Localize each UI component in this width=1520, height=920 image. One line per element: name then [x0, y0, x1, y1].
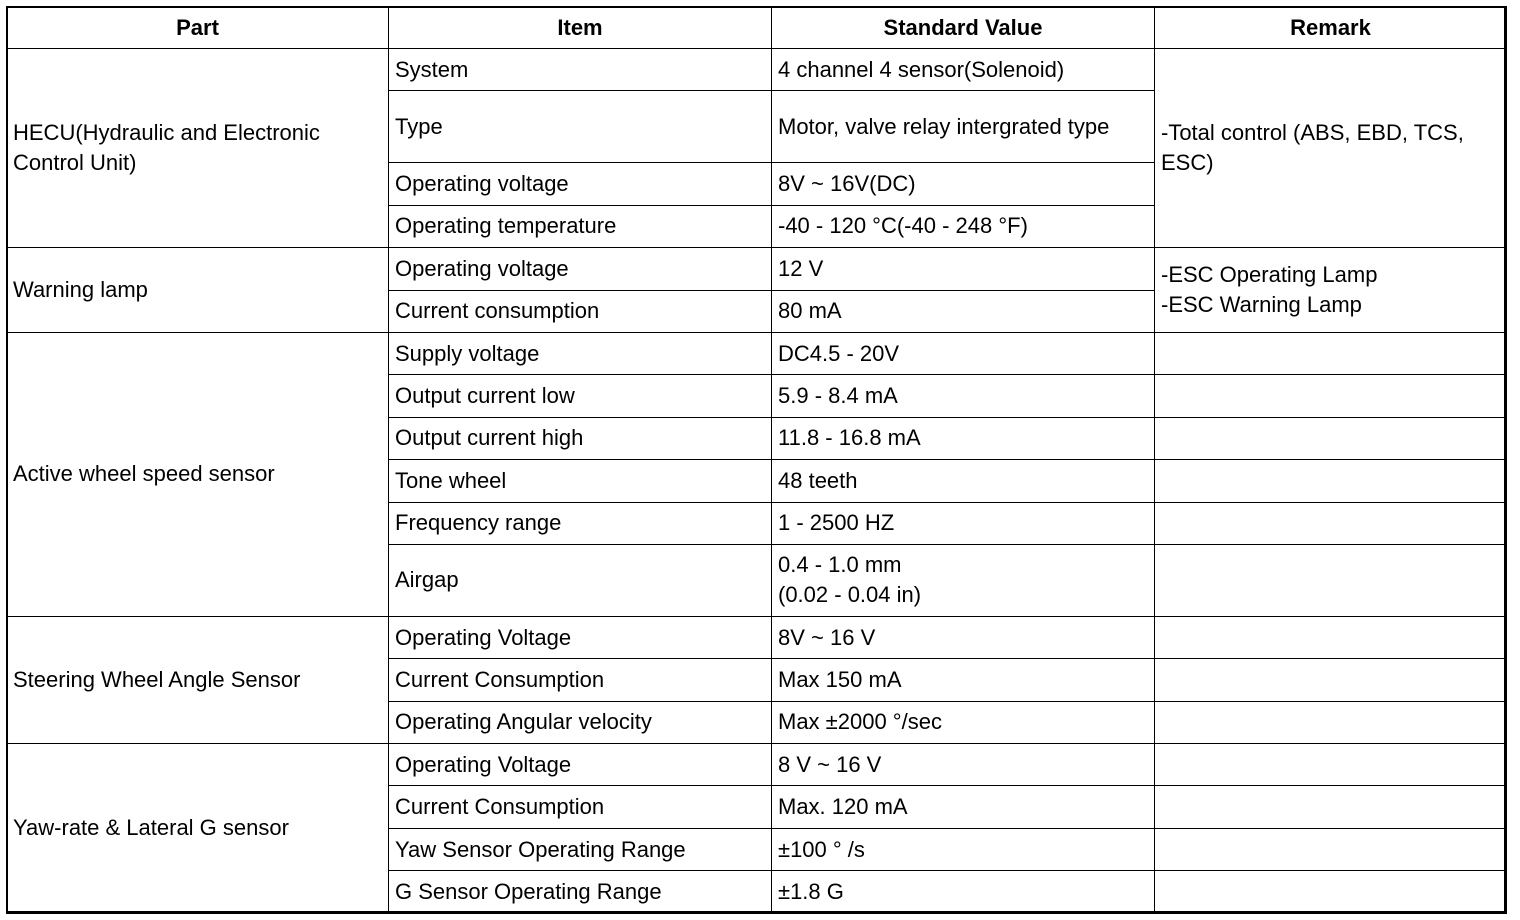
remark-cell	[1155, 616, 1507, 658]
value-cell: 12 V	[772, 248, 1155, 290]
value-cell: Max ±2000 °/sec	[772, 701, 1155, 743]
remark-cell	[1155, 332, 1507, 374]
value-cell: Max. 120 mA	[772, 786, 1155, 828]
value-cell: 11.8 - 16.8 mA	[772, 417, 1155, 459]
remark-cell	[1155, 871, 1507, 913]
remark-line: -ESC Operating Lamp	[1161, 262, 1378, 288]
remark-cell	[1155, 544, 1507, 616]
item-cell: Operating Voltage	[389, 744, 772, 786]
part-wheel-speed-sensor: Active wheel speed sensor	[7, 332, 389, 616]
remark-cell	[1155, 417, 1507, 459]
item-cell: Output current high	[389, 417, 772, 459]
item-cell: System	[389, 49, 772, 91]
value-cell: DC4.5 - 20V	[772, 332, 1155, 374]
table-row	[7, 744, 1507, 786]
table-row	[7, 616, 1507, 658]
part-hecu: HECU(Hydraulic and Electronic Control Unit)	[7, 49, 389, 248]
header-remark: Remark	[1155, 7, 1507, 49]
value-cell: 80 mA	[772, 290, 1155, 332]
item-cell: Yaw Sensor Operating Range	[389, 828, 772, 870]
value-cell: 1 - 2500 HZ	[772, 502, 1155, 544]
remark-line: -ESC Warning Lamp	[1161, 292, 1362, 318]
remark-cell	[1155, 460, 1507, 502]
part-steering-sensor: Steering Wheel Angle Sensor	[7, 616, 389, 743]
remark-cell	[1155, 375, 1507, 417]
value-cell: Max 150 mA	[772, 659, 1155, 701]
item-cell: Current Consumption	[389, 659, 772, 701]
part-yaw-sensor: Yaw-rate & Lateral G sensor	[7, 744, 389, 914]
value-cell: 4 channel 4 sensor(Solenoid)	[772, 49, 1155, 91]
value-line: (0.02 - 0.04 in)	[778, 582, 922, 608]
spec-table	[6, 6, 1507, 914]
item-cell: Operating Voltage	[389, 616, 772, 658]
value-cell	[772, 544, 1155, 616]
remark-cell	[1155, 701, 1507, 743]
item-cell: Supply voltage	[389, 332, 772, 374]
value-cell: 8V ~ 16V(DC)	[772, 163, 1155, 205]
item-cell: Operating voltage	[389, 248, 772, 290]
value-cell: 8V ~ 16 V	[772, 616, 1155, 658]
value-cell: ±100 ° /s	[772, 828, 1155, 870]
header-item: Item	[389, 7, 772, 49]
header-part: Part	[7, 7, 389, 49]
item-cell: Operating voltage	[389, 163, 772, 205]
item-cell: Operating Angular velocity	[389, 701, 772, 743]
item-cell: Frequency range	[389, 502, 772, 544]
header-standard-value: Standard Value	[772, 7, 1155, 49]
remark-cell	[1155, 744, 1507, 786]
table-row	[7, 332, 1507, 374]
remark-cell	[1155, 828, 1507, 870]
table-row	[7, 49, 1507, 91]
remark-hecu: -Total control (ABS, EBD, TCS, ESC)	[1155, 49, 1507, 248]
remark-warning-lamp	[1155, 248, 1507, 333]
value-line: 0.4 - 1.0 mm	[778, 552, 902, 578]
item-cell: Tone wheel	[389, 460, 772, 502]
remark-cell	[1155, 786, 1507, 828]
remark-cell	[1155, 659, 1507, 701]
value-cell: Motor, valve relay intergrated type	[772, 91, 1155, 163]
item-cell: Current Consumption	[389, 786, 772, 828]
item-cell: Output current low	[389, 375, 772, 417]
item-cell: G Sensor Operating Range	[389, 871, 772, 913]
part-warning-lamp: Warning lamp	[7, 248, 389, 333]
value-cell: 8 V ~ 16 V	[772, 744, 1155, 786]
value-cell: -40 - 120 °C(-40 - 248 °F)	[772, 205, 1155, 247]
item-cell: Current consumption	[389, 290, 772, 332]
item-cell: Airgap	[389, 544, 772, 616]
value-cell: ±1.8 G	[772, 871, 1155, 913]
table-row	[7, 248, 1507, 290]
item-cell: Operating temperature	[389, 205, 772, 247]
item-cell: Type	[389, 91, 772, 163]
remark-cell	[1155, 502, 1507, 544]
header-row	[7, 7, 1507, 49]
value-cell: 5.9 - 8.4 mA	[772, 375, 1155, 417]
value-cell: 48 teeth	[772, 460, 1155, 502]
